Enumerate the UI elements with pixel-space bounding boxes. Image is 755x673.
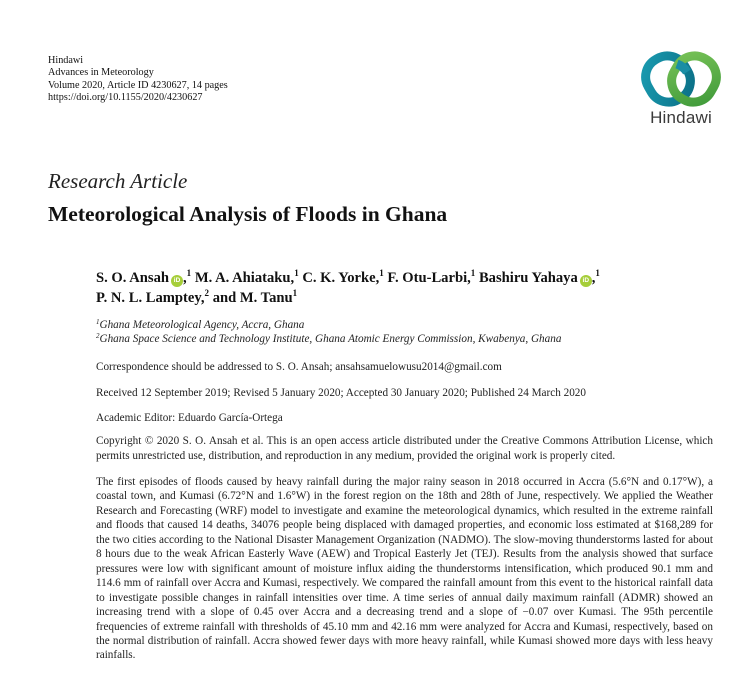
affiliation-number: 2: [96, 331, 100, 340]
hindawi-rings-icon: [641, 50, 721, 108]
volume-info: Volume 2020, Article ID 4230627, 14 pages: [48, 79, 228, 91]
journal-info: [48, 55, 228, 105]
author-line-2: P. N. L. Lamptey,$^2$ and M. Tanu$^1$: [96, 288, 298, 306]
affiliation-marker: 1: [379, 268, 384, 278]
author-list: [96, 268, 600, 308]
doi-link[interactable]: https://doi.org/10.1155/2020/4230627: [48, 92, 203, 104]
author-name[interactable]: P. N. L. Lamptey: [96, 290, 201, 306]
affiliation-marker: 2: [204, 288, 210, 298]
logo-wordmark: Hindawi: [650, 108, 712, 127]
abstract-text: The first episodes of floods caused by heavy rainfall during the major rainy season in 2018 occurred in Accra (5.6°N and 0.17°W), a coastal town, and Kumasi (6.72°N and 1.6°W) in the forest region on the 18th and 28th of June, respectively. We applied the Weather Research and Forecasting (WRF) model to investigate and examine the meteorological dynamics, which resulted in the extreme rainfall and floods that caused 14 deaths, 34076 people being displaced with damaged properties, and economic loss estimated at $168,289 for the two cities according to the National Disaster Management Organization (NADMO). The slow-moving thunderstorms lasted for about 8 hours due to the weak African Easterly Wave (AEW) and Tropical Easterly Jet (TEJ). Results from the analysis showed that surface pressures were low with significant amount of moisture influx aiding the thunderstorms intensification, which produced 90.1 mm and 114.6 mm of rainfall over Accra and Kumasi, respectively. We compared the rainfall amount from this event to the historical rainfall data to investigate possible changes in rainfall intensities over time. A time series of annual daily maximum rainfall (ADMR) showed an increasing trend with a slope of 0.45 over Accra and a decreasing trend and a slope of −0.07 over Kumasi. The 95th percentile frequencies of extreme rainfall with thresholds of 45.10 mm and 42.16 mm were analyzed for Accra and Kumasi, respectively, based on the normal distribution of rainfall. Accra showed fewer days with more heavy rainfall, while Kumasi showed more days with less heavy rainfalls.: [96, 476, 713, 662]
article-type: Research Article: [48, 169, 188, 193]
hindawi-logo: [641, 50, 721, 128]
article-title: Meteorological Analysis of Floods in Ghana: [48, 202, 448, 226]
author-name[interactable]: M. Tanu: [239, 290, 293, 306]
affiliation-item: [96, 333, 561, 347]
author-name[interactable]: Bashiru Yahaya: [478, 270, 578, 286]
authors-connector: and: [212, 290, 237, 306]
affiliation-item: [96, 319, 561, 333]
author-name[interactable]: C. K. Yorke: [302, 270, 376, 286]
journal-name: Advances in Meteorology: [48, 67, 154, 79]
publisher-name: Hindawi: [48, 55, 84, 66]
affiliation-marker: 1: [186, 268, 192, 278]
author-name[interactable]: F. Otu-Larbi: [387, 270, 468, 286]
academic-editor: Academic Editor: Eduardo García-Ortega: [96, 412, 283, 424]
affiliation-marker: 1: [292, 288, 298, 298]
affiliation-text: Ghana Meteorological Agency, Accra, Ghana: [99, 319, 305, 331]
orcid-icon[interactable]: iD: [580, 275, 592, 287]
affiliation-text: Ghana Space Science and Technology Institute, Ghana Atomic Energy Commission, Kwabenya, Ghana: [99, 332, 562, 345]
correspondence: Correspondence should be addressed to S. O. Ansah; ansahsamuelowusu2014@gmail.com: [96, 361, 502, 373]
affiliation-marker: 1: [470, 268, 476, 278]
affiliation-marker: 1: [294, 268, 299, 278]
orcid-icon[interactable]: iD: [171, 275, 183, 287]
affiliation-number: 1: [96, 318, 100, 326]
affiliations: [96, 319, 561, 346]
affiliation-marker: 1: [595, 268, 600, 278]
author-line-1: S. O. Ansah iD ,$^1$ M. A. Ahiataku,$^1$ C. K. Yorke,$^1$ F. Otu-Larbi,$^1$ Bashiru Yahaya iD ,$^1$: [96, 268, 600, 286]
copyright-notice: Copyright © 2020 S. O. Ansah et al. This is an open access article distributed under the Creative Commons Attribution License, which permits unrestricted use, distribution, and reproduction in any medium, provided the original work is properly cited.: [96, 435, 713, 462]
author-name[interactable]: M. A. Ahiataku: [194, 270, 291, 286]
author-name[interactable]: S. O. Ansah: [96, 270, 170, 286]
publication-dates: Received 12 September 2019; Revised 5 January 2020; Accepted 30 January 2020; Published 24 March 2020: [96, 387, 586, 399]
